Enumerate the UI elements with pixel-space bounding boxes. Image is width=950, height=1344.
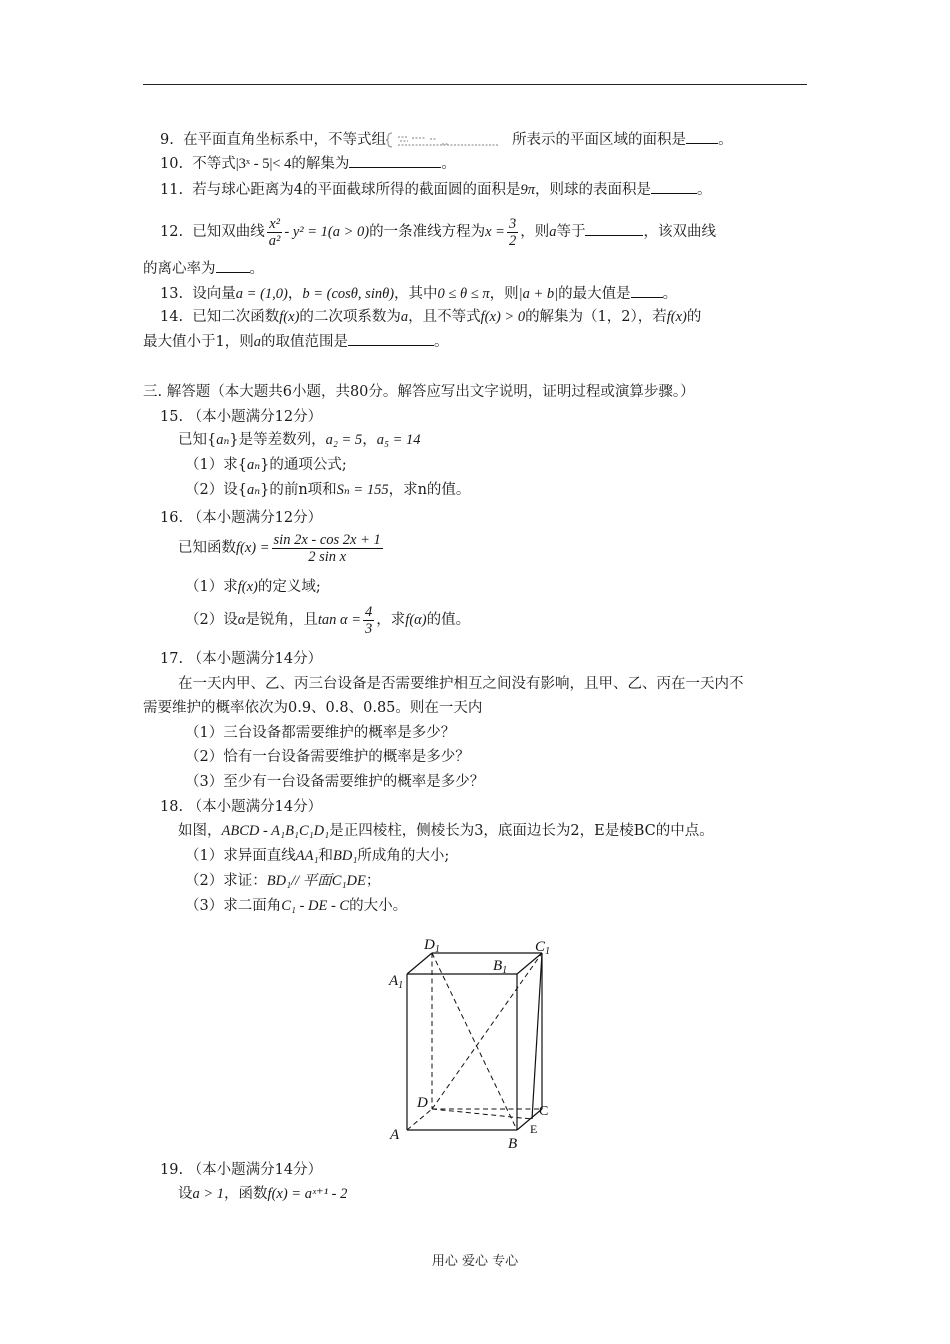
label-b: B xyxy=(508,1136,518,1152)
answer-blank xyxy=(631,283,663,298)
fraction-3-2: $\frac{3}{2}$ xyxy=(508,215,517,249)
edge-a1-d1 xyxy=(407,953,432,974)
answer-blank xyxy=(651,179,697,194)
question-16-part1: （1）求f(x)的定义域; xyxy=(185,579,321,595)
question-10: 10. 不等式|3ˣ - 5|< 4的解集为 。 xyxy=(160,153,456,174)
section-3-heading: 三. 解答题（本大题共6小题，共80分。解答应写出文字说明，证明过程或演算步骤。） xyxy=(143,384,695,400)
label-e: E xyxy=(530,1122,538,1136)
question-17-heading: 17. （本小题满分14分） xyxy=(160,651,323,667)
question-13: 13. 设向量a = (1,0)，b = (cosθ, sinθ)，其中0 ≤ θ ≤ π，则|a + b|的最大值是 。 xyxy=(160,283,677,304)
inequality-system-image xyxy=(386,132,512,148)
answer-blank xyxy=(348,331,434,346)
question-12-line2: 的离心率为 。 xyxy=(143,258,264,279)
diagonal-bd1 xyxy=(432,953,517,1130)
diagonal-dc1 xyxy=(432,953,542,1109)
question-17-part1: （1）三台设备都需要维护的概率是多少？ xyxy=(185,725,456,741)
question-14: 14. 已知二次函数f(x)的二次项系数为a，且不等式f(x) > 0的解集为（1，2），若f(x)的 xyxy=(160,309,702,325)
question-15-part1: （1）求{aₙ}的通项公式; xyxy=(185,457,347,473)
question-16-heading: 16. （本小题满分12分） xyxy=(160,510,323,526)
prism-figure xyxy=(380,930,580,1155)
question-17-part3: （3）至少有一台设备需要维护的概率是多少？ xyxy=(185,774,485,790)
answer-blank xyxy=(585,221,643,236)
question-18-heading: 18. （本小题满分14分） xyxy=(160,799,323,815)
question-18-part1: （1）求异面直线AA₁和BD₁所成角的大小; xyxy=(185,848,450,864)
segment-e-c1 xyxy=(532,953,542,1119)
label-a: A xyxy=(390,1127,400,1143)
answer-blank xyxy=(686,129,718,144)
question-9: 9. 在平面直角坐标系中，不等式组 所表示的平面区域的面积是 。 xyxy=(160,129,733,150)
question-12: 12. 已知双曲线 $\frac{\text{x²}}{\text{a²}}$ - y² = 1(a > 0)的一条准线方程为x = $\frac{3}{2}$ ，则a等于 ，该双曲线 xyxy=(160,215,716,249)
answer-blank xyxy=(349,153,441,168)
question-18-part2: （2）求证：BD₁// 平面C₁DE； xyxy=(185,873,381,889)
fraction-4-3: $\frac{4}{3}$ xyxy=(365,603,373,637)
question-11: 11. 若与球心距离为4的平面截球所得的截面圆的面积是9π，则球的表面积是 。 xyxy=(160,179,712,200)
edge-a-d-hidden xyxy=(407,1109,432,1130)
label-c1: $C_1$ xyxy=(535,939,551,957)
question-18-part3: （3）求二面角C₁ - DE - C的大小。 xyxy=(185,898,408,914)
question-19-heading: 19. （本小题满分14分） xyxy=(160,1162,323,1178)
question-16-stem: 已知函数f(x) = $\frac{\sin 2x - \cos 2x + 1}{\text{2 sin x}}$ xyxy=(178,531,381,565)
label-b1: $B_1$ xyxy=(493,958,508,976)
question-14-line2: 最大值小于1，则a的取值范围是 。 xyxy=(143,331,448,352)
label-a1: $A_1$ xyxy=(389,973,404,991)
label-d: D xyxy=(417,1095,428,1111)
answer-blank xyxy=(216,258,250,273)
label-c: C xyxy=(539,1104,549,1119)
question-17-stem-line2: 需要维护的概率依次为0.9、0.8、0.85。则在一天内 xyxy=(143,700,483,716)
question-18-stem: 如图，ABCD - A₁B₁C₁D₁是正四棱柱，侧棱长为3，底面边长为2，E是棱BC的中点。 xyxy=(178,823,714,839)
fraction-x2-a2: $\frac{\text{x²}}{\text{a²}}$ xyxy=(268,215,281,249)
page-footer: 用心 爱心 专心 xyxy=(431,1254,519,1269)
question-19-stem: 设a > 1，函数f(x) = aˣ⁺¹ - 2 xyxy=(178,1186,348,1202)
question-17-stem-line1: 在一天内甲、乙、丙三台设备是否需要维护相互之间没有影响，且甲、乙、丙在一天内不 xyxy=(178,676,744,692)
question-15-part2: （2）设{aₙ}的前n项和Sₙ = 155，求n的值。 xyxy=(185,482,471,498)
header-rule xyxy=(143,84,807,85)
question-15-stem: 已知{aₙ}是等差数列，a₂ = 5，a₅ = 14 xyxy=(178,432,421,448)
label-d1: $D_1$ xyxy=(424,937,440,955)
question-15-heading: 15. （本小题满分12分） xyxy=(160,409,323,425)
fraction-function: $\frac{\sin 2x - \cos 2x + 1}{\text{2 sin x}}$ xyxy=(273,531,381,565)
question-16-part2: （2）设α是锐角，且tan α = $\frac{4}{3}$ ，求f(α)的值。 xyxy=(185,603,471,637)
edge-b1-c1 xyxy=(517,953,542,974)
question-17-part2: （2）恰有一台设备需要维护的概率是多少？ xyxy=(185,749,470,765)
